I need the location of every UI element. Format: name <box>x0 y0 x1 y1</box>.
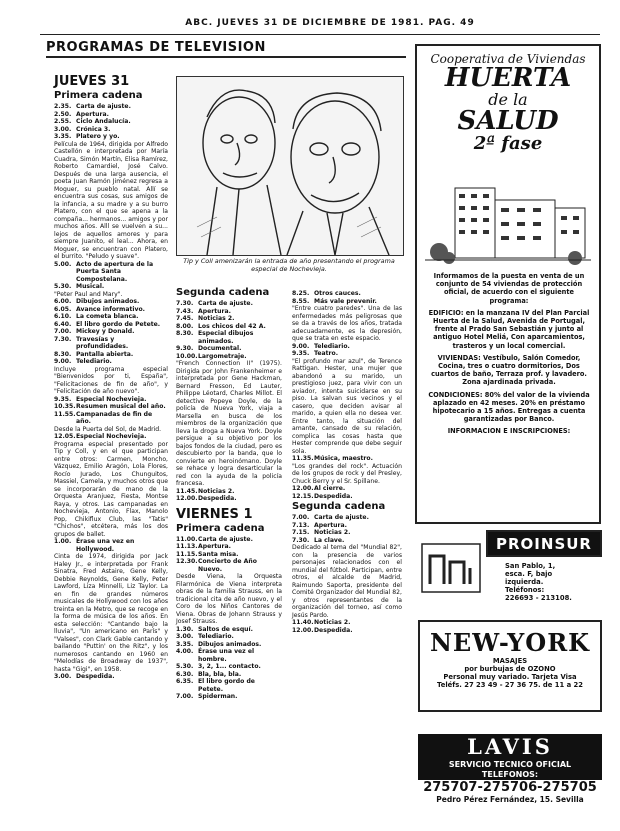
program-row <box>292 485 402 493</box>
program-name: Especial Nochevieja. <box>76 433 147 440</box>
program-row <box>54 358 168 366</box>
program-row <box>54 298 168 306</box>
ad-de-la: de la <box>488 90 528 109</box>
program-time: 1.30. <box>176 625 194 633</box>
program-time: 11.13. <box>176 543 198 550</box>
program-row <box>292 343 402 351</box>
program-time: 5.00. <box>54 260 72 268</box>
program-name: 3, 2, 1... contacto. <box>198 663 261 670</box>
program-time: 12.00. <box>292 626 314 634</box>
channel-heading: Segunda cadena <box>176 287 270 298</box>
building-illustration <box>425 178 591 268</box>
program-name: Concierto de Año Nuevo. <box>198 558 257 573</box>
program-time: 11.55. <box>54 410 76 418</box>
program-name: Santa misa. <box>198 550 239 558</box>
program-row <box>176 315 282 323</box>
program-description: Desde la Puerta del Sol, de Madrid. <box>54 425 162 433</box>
program-row <box>54 133 168 141</box>
program-name: Ciclo Andalucía. <box>76 118 131 125</box>
ad-proinsur <box>486 530 602 557</box>
program-row <box>176 345 282 353</box>
program-name: El libro gordo de Petete. <box>76 320 161 328</box>
program-row <box>176 558 282 573</box>
program-time: 7.00. <box>176 693 194 700</box>
program-time: 10.35. <box>54 403 76 410</box>
ad-newyork-line: Personal muy variado. Tarjeta Visa <box>443 673 577 681</box>
caricature-photo <box>176 76 404 256</box>
program-time: 7.00. <box>292 514 310 521</box>
program-time: 2.55. <box>54 118 72 125</box>
program-name: Despedida. <box>314 626 353 634</box>
channel-heading: Primera cadena <box>54 90 143 101</box>
program-list <box>176 300 282 360</box>
program-time: 5.30. <box>176 663 194 670</box>
ad-huerta: HUERTA <box>444 63 572 93</box>
program-name: Acto de apertura de la Puerta Santa Compostelana. <box>76 260 154 283</box>
program-list <box>54 396 168 426</box>
program-time: 3.00. <box>54 673 72 680</box>
program-time: 12.00. <box>176 495 198 502</box>
program-row <box>176 323 282 331</box>
program-row <box>292 627 402 635</box>
program-time: 11.45. <box>176 487 198 495</box>
program-time: 11.00. <box>176 535 198 543</box>
ad-newyork-line: MASAJES <box>492 657 528 665</box>
program-name: Música, maestro. <box>314 455 373 462</box>
column-jueves <box>54 72 168 681</box>
program-name: Largometraje. <box>198 352 247 360</box>
program-name: Al cierre. <box>314 485 346 492</box>
program-time: 6.40. <box>54 320 72 328</box>
program-name: Apertura. <box>198 307 231 315</box>
ad-proinsur-line: izquierda. <box>505 578 544 586</box>
program-time: 3.35. <box>54 133 72 140</box>
program-row <box>54 403 168 411</box>
ad-informacion: INFORMACION E INSCRIPCIONES: <box>447 427 571 436</box>
program-list <box>54 433 168 441</box>
program-description: "Los grandes del rock". Actuación de los grupos de rock y del Presley, Chuck Berry y el Sr. Spillane. <box>292 462 402 485</box>
program-time: 6.30. <box>176 670 194 678</box>
program-row <box>176 300 282 308</box>
program-time: 5.30. <box>54 283 72 290</box>
program-time: 3.00. <box>54 125 72 133</box>
ad-lavis <box>418 734 602 816</box>
ad-newyork-line: Teléfs. 27 23 49 - 27 36 75. de 11 a 22 <box>436 681 584 689</box>
program-row <box>176 353 282 361</box>
program-name: Los chicos del 42 A. <box>198 322 266 330</box>
program-row <box>54 261 168 284</box>
program-time: 6.05. <box>54 305 72 313</box>
program-row <box>54 118 168 126</box>
program-time: 2.35. <box>54 103 72 110</box>
program-time: 2.50. <box>54 110 72 118</box>
program-time: 7.30. <box>292 536 310 544</box>
program-description: Incluye programa especial "Bienvenidos por ti, España", "Felicitaciones de fin de año", y "Felicitación de año nuevo". <box>54 365 168 395</box>
program-description: "El profundo mar azul", de Terence Rattigan. Hester, una mujer que abandonó a su marido, un prestigioso juez, para vivir con un aviador, intenta suicidarse en su piso. La salvan sus vecinos y el casero, que deciden avisar al marido, a quien ella no desea ver. Entre tanto, la situación del amante, cansado de su relación, complica las cosas hasta que Hester comprende que debe seguir sola. <box>292 357 402 455</box>
program-name: Más vale prevenir. <box>314 297 377 305</box>
ad-body <box>425 272 593 440</box>
ad-lavis-address: Pedro Pérez Fernández, 15. Sevilla <box>436 795 584 804</box>
program-name: Saltos de esquí. <box>198 625 253 633</box>
program-name: Apertura. <box>198 543 231 550</box>
program-row <box>176 641 282 649</box>
program-name: Despedida. <box>314 492 353 500</box>
program-row <box>292 619 402 627</box>
ad-proinsur-line: Teléfonos: <box>505 586 545 594</box>
program-row <box>54 673 168 681</box>
program-row <box>176 495 282 503</box>
program-name: Mickey y Donald. <box>76 328 135 335</box>
program-row <box>176 693 282 701</box>
program-time: 10.00. <box>176 352 198 360</box>
program-row <box>292 290 402 298</box>
program-row <box>176 626 282 634</box>
program-time: 12.30. <box>176 558 198 565</box>
program-name: Apertura. <box>314 521 347 529</box>
program-list <box>292 343 402 358</box>
day-heading: JUEVES 31 <box>54 74 130 89</box>
program-time: 12.00. <box>292 485 314 492</box>
program-list <box>292 514 402 544</box>
program-time: 8.00. <box>176 322 194 330</box>
program-name: Otros cauces. <box>314 290 361 297</box>
program-name: Carta de ajuste. <box>314 514 369 521</box>
program-name: Noticias 2. <box>198 315 235 322</box>
program-name: Dibujos animados. <box>198 640 262 648</box>
program-name: Pantalla abierta. <box>76 350 134 358</box>
program-name: Especial Nochevieja. <box>76 395 147 403</box>
program-time: 6.00. <box>54 298 72 305</box>
channel-heading: Segunda cadena <box>292 501 386 512</box>
program-time: 8.30. <box>54 350 72 358</box>
program-row <box>176 488 282 496</box>
program-name: Spiderman. <box>198 693 238 700</box>
program-row <box>292 514 402 522</box>
section-title: PROGRAMAS DE TELEVISION <box>46 40 266 55</box>
ad-proinsur-line: esca. F, bajo <box>505 570 553 578</box>
program-row <box>176 308 282 316</box>
program-list <box>292 485 402 500</box>
program-list <box>292 290 402 305</box>
program-row <box>54 103 168 111</box>
program-name: Crónica 3. <box>76 125 111 133</box>
program-time: 11.40. <box>292 619 314 626</box>
program-row <box>54 433 168 441</box>
program-row <box>54 111 168 119</box>
header-rule <box>40 34 600 35</box>
program-row <box>176 536 282 544</box>
program-list <box>292 619 402 634</box>
program-list <box>54 538 168 553</box>
program-time: 7.30. <box>176 300 194 307</box>
program-list <box>54 103 168 141</box>
program-time: 12.15. <box>292 492 314 500</box>
program-name: Especial dibujos animados. <box>198 330 254 345</box>
program-time: 7.45. <box>176 315 194 322</box>
proinsur-logo-icon <box>420 542 482 594</box>
program-description: Dedicado al tema del "Mundial 82", con la presencia de varios personajes relacionados con el mundial del fútbol. Participan, entre otros, el alcalde de Madrid, Raimundo Saporta, presidente del Comité Organizador del Mundial 82, y otros representantes de la organización del torneo, así como Jesús Pardo. <box>292 544 402 619</box>
program-name: Telediario. <box>198 633 234 640</box>
program-name: Érase una vez en Hollywood. <box>76 538 135 553</box>
program-row <box>54 321 168 329</box>
program-row <box>54 396 168 404</box>
program-name: Carta de ajuste. <box>76 103 131 110</box>
program-list <box>54 673 168 681</box>
program-time: 7.43. <box>176 307 194 315</box>
program-list <box>176 488 282 503</box>
program-row <box>54 336 168 351</box>
program-name: La cometa blanca. <box>76 313 139 320</box>
program-name: Documental. <box>198 345 242 352</box>
section-rule <box>46 56 406 58</box>
ad-heading <box>417 52 599 154</box>
program-description: Programa especial presentado por Tip y Coll, y en el que participan entre otros: Carmen, Moncho, Vázquez, Emilio Aragón, Lola Flores, Rocío Jurado, Los Chunguitos, Massiel, Camela, y muchos otros que se incorporarán de mano de la Orquesta Aranjuez, Fiesta, Montse Raya, y otros. Las campanadas en Nochevieja, Antonio, Flax, Manolo Pop, Chikiflux Club, las "Tatis" "Chichos", etcétera, más los dos grupos de ballet. <box>54 440 168 538</box>
program-name: Noticias 2. <box>314 619 351 626</box>
program-name: Platero y yo. <box>76 133 120 140</box>
program-row <box>176 543 282 551</box>
program-name: Érase una vez el hombre. <box>198 648 255 663</box>
program-time: 12.05. <box>54 433 76 440</box>
ad-proinsur-line: San Pablo, 1, <box>505 562 556 570</box>
program-row <box>54 351 168 359</box>
program-list <box>176 536 282 574</box>
program-list <box>292 455 402 463</box>
program-row <box>54 538 168 553</box>
program-description: "Peter Paul and Mary". <box>54 290 123 298</box>
caricature-drawing <box>177 77 403 255</box>
program-row <box>292 537 402 545</box>
program-name: Despedida. <box>76 673 115 680</box>
program-time: 9.35. <box>54 395 72 403</box>
program-row <box>292 522 402 530</box>
program-row <box>292 350 402 358</box>
program-row <box>176 330 282 345</box>
program-name: Noticias 2. <box>198 487 235 495</box>
program-row <box>54 411 168 426</box>
program-row <box>176 663 282 671</box>
ad-proinsur-title: PROINSUR <box>496 535 592 553</box>
program-row <box>292 493 402 501</box>
program-row <box>54 328 168 336</box>
ad-cooperativa: Cooperativa de Viviendas <box>430 52 586 66</box>
program-name: Apertura. <box>76 110 109 118</box>
program-description: Cinta de 1974, dirigida por Jack Haley Jr., e interpretada por Frank Sinatra, Fred Astaire, Gene Kelly, Debbie Reynolds, Gene Kelly, Peter Lawford, Liza Minnelli, Liz Taylor. La en fin de grandes números musicales de Hollywood con los años treinta en la Metro, que se recoge en la forma de música de los años. En esta selección: "Cantando bajo la lluvia", "Un americano en París" y "Valses", con Clark Gable cantando y bailando "Puttin' on the Ritz", y los numerosos cantando en 1960 en "Melodías de Broadway de 1937", hasta "Gigi", en 1958. <box>54 553 168 673</box>
program-row <box>292 455 402 463</box>
program-time: 9.35. <box>292 350 310 357</box>
program-time: 9.00. <box>54 358 72 365</box>
ad-lavis-title: LAVIS <box>418 734 602 760</box>
ad-newyork-title: NEW-YORK <box>429 628 591 657</box>
ad-proinsur-line: 226693 - 213108. <box>505 594 572 602</box>
program-time: 3.00. <box>176 633 194 640</box>
program-time: 8.55. <box>292 297 310 305</box>
program-name: Dibujos animados. <box>76 298 140 305</box>
program-row <box>54 283 168 291</box>
program-list <box>54 298 168 366</box>
program-name: Resumen musical del año. <box>76 403 166 410</box>
program-row <box>176 633 282 641</box>
ad-intro: Informamos de la puesta en venta de un conjunto de 54 viviendas de protección oficial, de acuerdo con el siguiente programa: <box>433 272 585 305</box>
program-list <box>176 626 282 701</box>
program-time: 8.25. <box>292 290 310 297</box>
ad-salud: SALUD <box>457 106 559 136</box>
ad-huerta-salud <box>415 44 601 524</box>
column-segunda-jueves <box>176 286 282 701</box>
program-time: 7.15. <box>292 529 310 536</box>
program-row <box>54 126 168 134</box>
program-description: "Entre cuatro paredes". Una de las enfermedades más peligrosas que se da a través de los años, tratada adecuadamente, es la depresión, que se trata en este espacio. <box>292 305 402 342</box>
program-time: 3.35. <box>176 640 194 648</box>
ad-new-york <box>418 620 602 712</box>
program-name: Telediario. <box>314 342 350 350</box>
ad-lavis-service: SERVICIO TECNICO OFICIAL <box>418 760 602 770</box>
program-row <box>292 529 402 537</box>
program-time: 8.30. <box>176 330 194 337</box>
program-name: Teatro. <box>314 350 339 357</box>
program-row <box>54 306 168 314</box>
program-name: El libro gordo de Petete. <box>198 678 255 693</box>
program-name: Musical. <box>76 283 105 290</box>
program-description: "French Connection II" (1975). Dirigida por John Frankenheimer e interpretada por Gene Hackman, Bernard Fresson, Ed Lauter, Philippe Léotard, Charles Millot. El detective Popeye Doyle, de la policía de Nueva York, viaja a Marsella en busca de los miembros de la organización que lleva la droga a Nueva York. Doyle persigue a su objetivo por los bajos fondos de la ciudad, pero es descubierto por la banda, que lo convierte en heroinómano. Doyle se rehace y logra desarticular la red con la ayuda de la policía francesa. <box>176 360 282 487</box>
program-row <box>54 313 168 321</box>
program-time: 7.30. <box>54 335 72 343</box>
program-name: Carta de ajuste. <box>198 535 253 543</box>
program-name: Telediario. <box>76 358 112 365</box>
program-time: 7.13. <box>292 521 310 529</box>
ad-condiciones: CONDICIONES: 80% del valor de la vivienda aplazado en 42 meses. 20% en préstamo hipotecario a 15 años. Entregas a cuenta garantizadas por Banco. <box>428 390 590 424</box>
program-name: Despedida. <box>198 495 237 502</box>
channel-heading: Primera cadena <box>176 522 265 534</box>
program-time: 6.35. <box>176 678 194 685</box>
program-time: 9.30. <box>176 345 194 352</box>
program-row <box>176 671 282 679</box>
program-description: Película de 1964, dirigida por Alfredo Castellón e interpretada por María Cuadra, Simón Martín, Elisa Ramírez, Roberto Camardiel, José Calvo. Después de una larga ausencia, el poeta Juan Ramón Jiménez regresa a Moguer, su pueblo natal. Allí se encuentra sus cosas, sus amigos de la infancia, a su madre y a su burro Platero, con el que se apena a la compaña... hermanos... amigos y por muchos años. Alll se vuelven a su... lejos de aquellos amores y para siempre Juanito, el leal... Ahora, en Moguer, se encuentran con Platero, el burrito. "Peludo y suave". <box>54 140 168 260</box>
program-name: Campanadas de fin de año. <box>76 410 153 425</box>
program-time: 6.10. <box>54 313 72 320</box>
ad-newyork-line: por burbujas de OZONO <box>464 665 556 673</box>
program-name: La clave. <box>314 536 345 544</box>
photo-caption: Tip y Coll amenizarán la entrada de año presentando el programa especial de Nochevieja. <box>183 257 395 273</box>
program-row <box>176 648 282 663</box>
ad-viviendas: VIVIENDAS: Vestíbulo, Salón Comedor, Cocina, tres o cuatro dormitorios, Dos cuartos de baño, Terraza prof. y lavadero. Zona ajardinada privada. <box>431 353 587 387</box>
program-row <box>176 551 282 559</box>
program-description: Desde Viena, la Orquesta Filarmónica de Viena interpreta obras de la familia Strauss, en la tradicional cita de año nuevo, y el Coro de los Niños Cantores de Viena. Obras de Johann Strauss y Josef Strauss. <box>176 573 282 625</box>
ad-fase: 2ª fase <box>473 133 543 154</box>
program-name: Avance informativo. <box>76 305 145 313</box>
ad-lavis-phones: 275707-275706-275705 <box>423 780 597 795</box>
ad-lavis-telefonos: TELEFONOS: <box>418 770 602 780</box>
program-row <box>292 298 402 306</box>
program-time: 7.00. <box>54 328 72 335</box>
page-header: ABC. JUEVES 31 DE DICIEMBRE DE 1981. PAG. 49 <box>185 18 475 28</box>
program-name: Carta de ajuste. <box>198 300 253 307</box>
program-time: 9.00. <box>292 342 310 350</box>
column-viernes-cont <box>292 290 402 634</box>
day-heading: VIERNES 1 <box>176 506 253 522</box>
program-time: 11.35. <box>292 455 314 462</box>
ad-edificio: EDIFICIO: en la manzana IV del Plan Parcial Huerta de la Salud, Avenida de Portugal, frente al Prado San Sebastián y junto al antiguo Hotel Meliá, Con aparcamientos, trasteros y un local comercial. <box>428 308 590 350</box>
program-time: 4.00. <box>176 648 194 655</box>
program-row <box>176 678 282 693</box>
program-name: Noticias 2. <box>314 529 351 536</box>
program-time: 11.15. <box>176 550 198 558</box>
ad-proinsur-address <box>505 562 605 602</box>
program-name: Bla, bla, bla. <box>198 670 242 678</box>
program-list <box>54 261 168 291</box>
program-name: Travesías y profundidades. <box>76 335 129 350</box>
program-time: 1.00. <box>54 538 72 545</box>
